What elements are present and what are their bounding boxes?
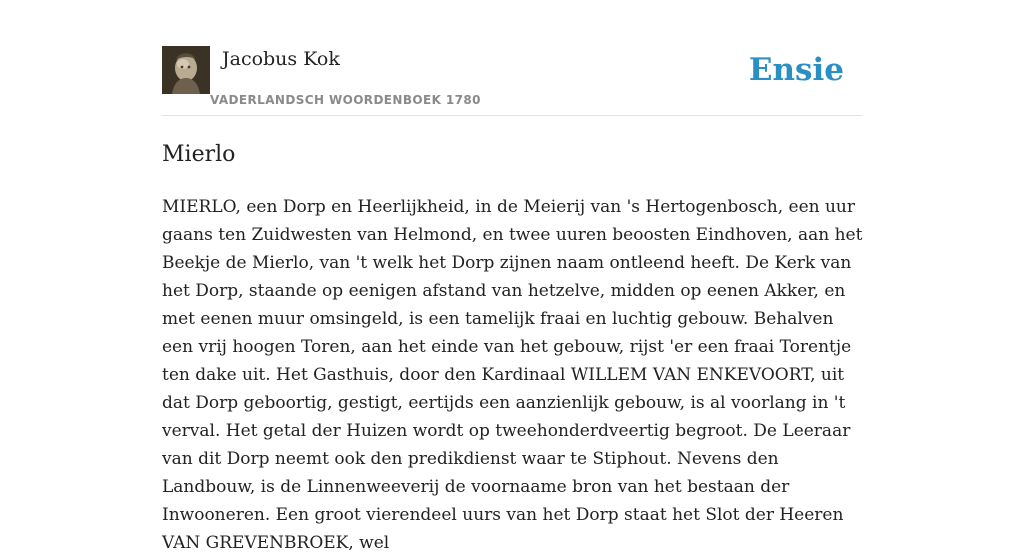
brand-logo[interactable]: Ensie xyxy=(748,52,844,88)
source-header xyxy=(162,46,862,116)
entry-title: Mierlo xyxy=(162,142,236,167)
portrait-icon xyxy=(162,46,210,94)
author-avatar[interactable] xyxy=(162,46,210,94)
source-name[interactable]: VADERLANDSCH WOORDENBOEK 1780 xyxy=(210,93,481,107)
author-name[interactable]: Jacobus Kok xyxy=(222,48,340,70)
entry-body: MIERLO, een Dorp en Heerlijkheid, in de Meierij van 's Hertogenbosch, een uur gaans ten Zuidwesten van Helmond, en twee uuren beoosten Eindhoven, aan het Beekje de Mierlo, van 't welk het Dorp zijnen naam ontleend heeft. De Kerk van het Dorp, staande op eenigen afstand van hetzelve, midden op eenen Akker, en met eenen muur omsingeld, is een tamelijk fraai en luchtig gebouw. Behalven een vrij hoogen Toren, aan het einde van het gebouw, rijst 'er een fraai Torentje ten dake uit. Het Gasthuis, door den Kardinaal WILLEM VAN ENKEVOORT, uit dat Dorp geboortig, gestigt, eertijds een aanzienlijk gebouw, is al voorlang in 't verval. Het getal der Huizen wordt op tweehonderdveertig begroot. De Leeraar van dit Dorp neemt ook den predikdienst waar te Stiphout. Nevens den Landbouw, is de Linnenweeverij de voornaame bron van het bestaan der Inwooneren. Een groot vierendeel uurs van het Dorp staat het Slot der Heeren VAN GREVENBROEK, wel xyxy=(162,197,863,553)
